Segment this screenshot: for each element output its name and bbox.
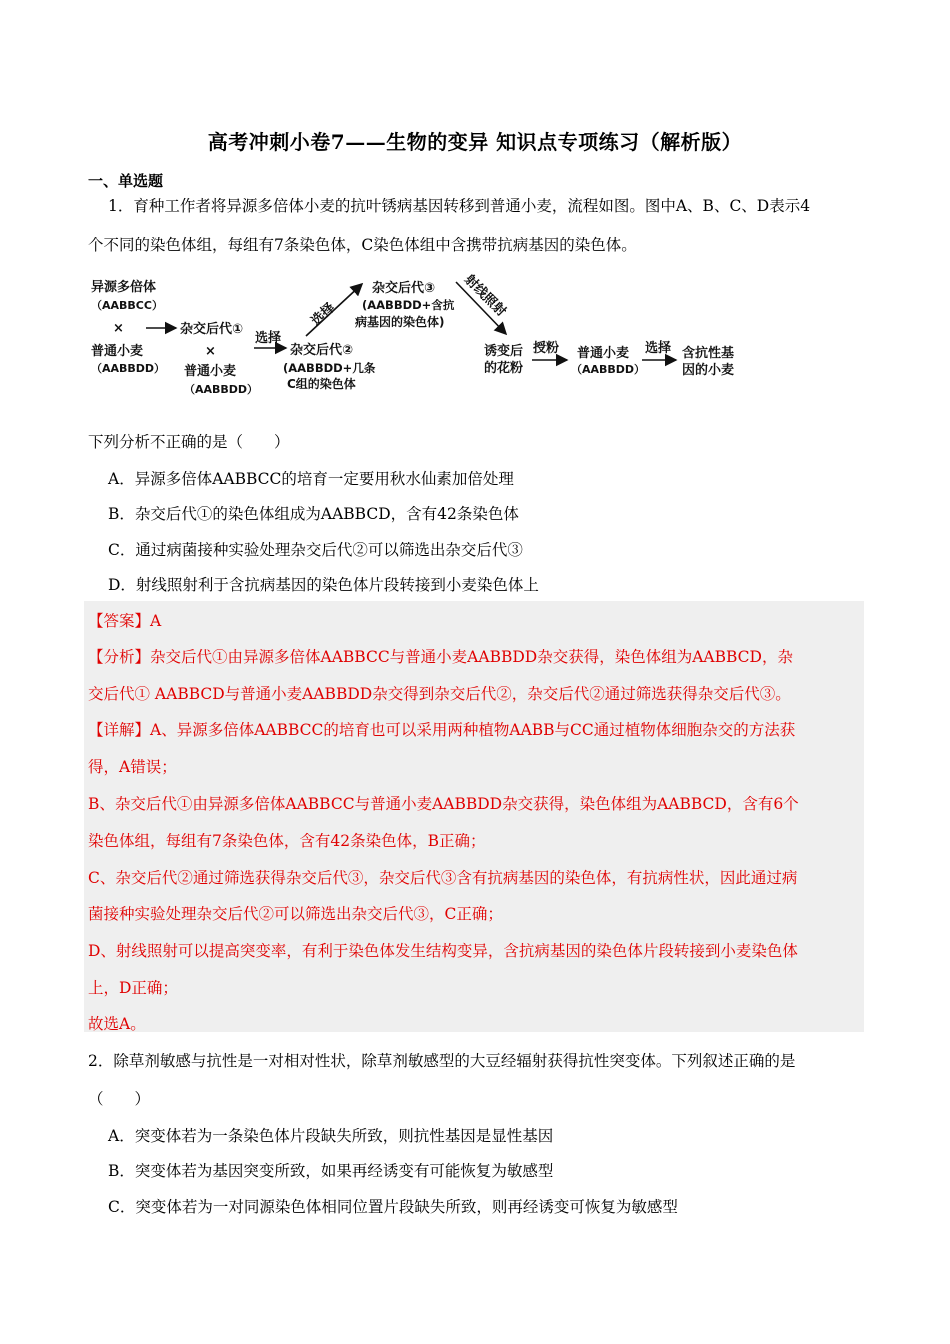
q1-answer: 【答案】A [88,612,162,630]
node-f2-extra: C组的染色体 [287,377,356,391]
q1-detail-line6: 菌接种实验处理杂交后代②可以筛选出杂交后代③，C正确； [88,905,503,923]
cross-symbol-1: × [113,321,124,336]
q1-analysis-line2: 交后代① AABBCD与普通小麦AABBDD杂交得到杂交后代②，杂交后代②通过筛选获得杂交后代③。 [88,685,791,703]
q1-stem-line1: 1．育种工作者将异源多倍体小麦的抗叶锈病基因转移到普通小麦，流程如图。图中A、B、C、D表示4 [108,197,811,215]
node-f1-label: 杂交后代① [180,322,244,337]
node-pollen-label-1: 诱变后 [484,344,524,359]
node-polyploid-label: 异源多倍体 [91,280,157,295]
label-select-3: 选择 [645,341,672,356]
label-radiation: 射线照射 [461,272,509,320]
q1-question: 下列分析不正确的是（ ） [88,433,290,451]
q1-detail-line7: D、射线照射可以提高突变率，有利于染色体发生结构变异，含抗病基因的染色体片段转接到小麦染色体 [88,942,798,960]
node-result-label-2: 因的小麦 [682,363,735,378]
node-polyploid-genome: （AABBCC） [91,299,163,312]
q1-detail-line8: 上，D正确； [88,979,178,997]
node-f2-genome: (AABBDD+几条 [283,361,376,375]
q2-stem-line1: 2．除草剂敏感与抗性是一对相对性状，除草剂敏感型的大豆经辐射获得抗性突变体。下列叙述正确的是 [88,1052,796,1070]
node-f2-label: 杂交后代② [290,343,354,358]
q1-detail-line2: 得，A错误； [88,758,177,776]
q2-stem-line2: （ ） [88,1090,151,1108]
node-wheat-3-genome: （AABBDD） [571,363,646,376]
node-f3-genome: (AABBDD+含抗 [362,298,455,312]
node-wheat-1-label: 普通小麦 [91,344,144,359]
q2-option-c: C．突变体若为一对同源染色体相同位置片段缺失所致，则再经诱变可恢复为敏感型 [108,1198,678,1216]
label-select-1: 选择 [255,331,282,346]
q1-detail-line5: C、杂交后代②通过筛选获得杂交后代③，杂交后代③含有抗病基因的染色体，有抗病性状，因此通过病 [88,869,798,887]
node-f3-label: 杂交后代③ [372,281,436,296]
node-pollen-label-2: 的花粉 [484,361,524,376]
q1-detail-line1: 【详解】A、异源多倍体AABBCC的培育也可以采用两种植物AABB与CC通过植物体细胞杂交的方法获 [88,721,796,739]
node-wheat-1-genome: （AABBDD） [91,362,166,375]
q1-option-c: C．通过病菌接种实验处理杂交后代②可以筛选出杂交后代③ [108,541,523,559]
q1-option-d: D．射线照射利于含抗病基因的染色体片段转接到小麦染色体上 [108,576,539,594]
page-title: 高考冲刺小卷7——生物的变异 知识点专项练习（解析版） [207,130,743,154]
cross-symbol-2: × [205,344,216,359]
label-pollination: 授粉 [533,341,560,356]
node-wheat-3-label: 普通小麦 [577,346,630,361]
section-heading: 一、单选题 [88,172,164,190]
q1-stem-line2: 个不同的染色体组，每组有7条染色体，C染色体组中含携带抗病基因的染色体。 [88,236,637,254]
breeding-flowchart [0,268,950,398]
q1-option-a: A．异源多倍体AABBCC的培育一定要用秋水仙素加倍处理 [108,470,514,488]
q1-detail-line9: 故选A。 [88,1015,146,1033]
q2-option-b: B．突变体若为基因突变所致，如果再经诱变有可能恢复为敏感型 [108,1162,554,1180]
q1-option-b: B．杂交后代①的染色体组成为AABBCD，含有42条染色体 [108,505,519,523]
node-result-label-1: 含抗性基 [682,346,735,361]
label-select-2: 选择 [308,300,339,329]
q1-detail-line4: 染色体组，每组有7条染色体，含有42条染色体，B正确； [88,832,486,850]
node-f3-extra: 病基因的染色体) [355,315,445,329]
q1-detail-line3: B、杂交后代①由异源多倍体AABBCC与普通小麦AABBDD杂交获得，染色体组为AABBCD，含有6个 [88,795,799,813]
q1-analysis-line1: 【分析】杂交后代①由异源多倍体AABBCC与普通小麦AABBDD杂交获得，染色体组为AABBCD，杂 [88,648,793,666]
q2-option-a: A．突变体若为一条染色体片段缺失所致，则抗性基因是显性基因 [108,1127,554,1145]
node-wheat-2-label: 普通小麦 [184,364,237,379]
node-wheat-2-genome: （AABBDD） [184,383,259,396]
